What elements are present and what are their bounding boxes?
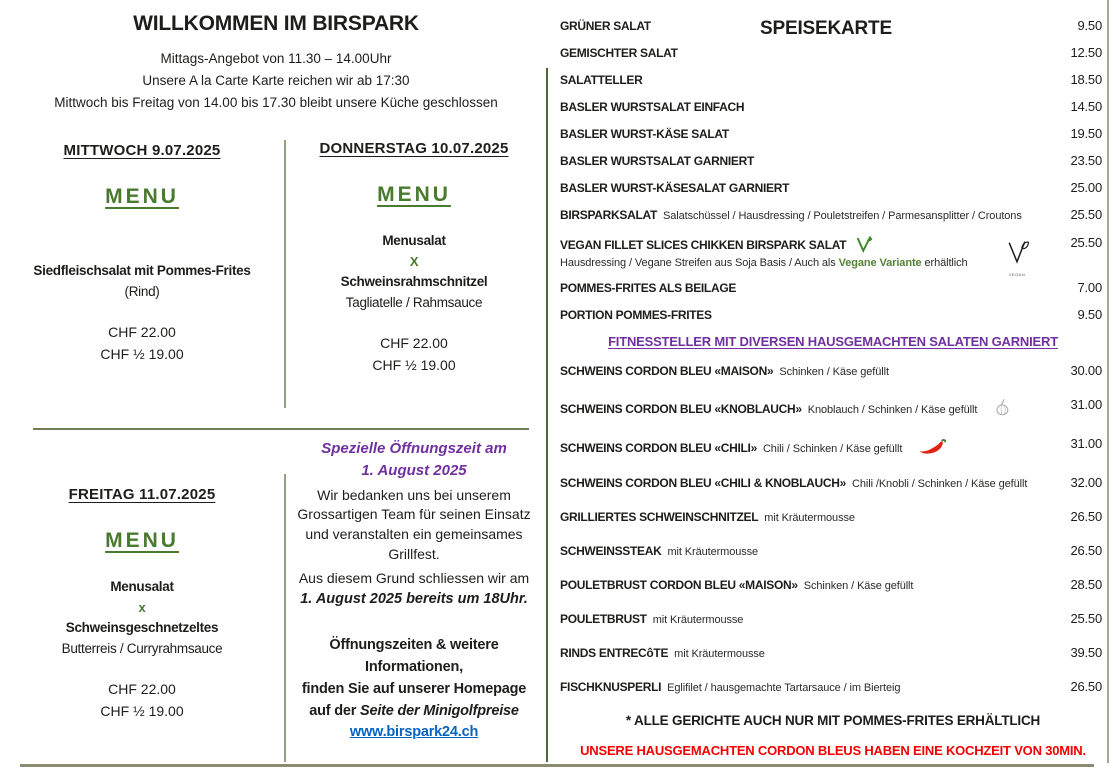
menu-item: BASLER WURSTSALAT GARNIERT 23.50 <box>560 153 1102 168</box>
page-title: WILLKOMMEN IM BIRSPARK <box>133 12 419 35</box>
pommes-footnote: * ALLE GERICHTE AUCH NUR MIT POMMES-FRITES ERHÄLTLICH <box>625 713 1041 728</box>
prices <box>10 678 274 723</box>
dish <box>292 231 536 314</box>
garlic-icon <box>992 397 1014 419</box>
welcome-header <box>20 12 532 114</box>
special-body-2: Aus diesem Grund schliessen wir am <box>298 570 530 586</box>
bottom-divider <box>20 764 1094 767</box>
left-horizontal-divider <box>33 428 529 430</box>
menu-item: RINDS ENTRECôTE mit Kräutermousse 39.50 <box>560 645 1102 660</box>
menu-item: POULETBRUST CORDON BLEU «MAISON» Schinken / Käse gefüllt 28.50 <box>560 577 1102 592</box>
info-block <box>290 635 538 744</box>
menu-label: MENU <box>105 185 179 208</box>
opening-hours-line: Mittags-Angebot von 11.30 – 14.00Uhr <box>160 51 392 66</box>
menu-block-freitag <box>10 486 274 723</box>
vegan-badge-icon: VEGAN <box>1000 239 1034 283</box>
menu-label: MENU <box>105 529 179 552</box>
day-heading: FREITAG 11.07.2025 <box>68 486 216 503</box>
menu-item: GRÜNER SALAT 9.50 <box>560 18 1102 33</box>
menu-item: FISCHKNUSPERLI Eglifilet / hausgemachte Tartarsauce / im Bierteig 26.50 <box>560 679 1102 694</box>
price-half: CHF ½ 19.00 <box>100 703 184 720</box>
info-line: finden Sie auf unserer Homepage <box>301 680 527 697</box>
menu-item: SCHWEINS CORDON BLEU «MAISON» Schinken / Käse gefüllt 30.00 <box>560 363 1102 378</box>
menu-item: SCHWEINS CORDON BLEU «KNOBLAUCH» Knoblauch / Schinken / Käse gefüllt 31.00 <box>560 397 1106 419</box>
speisekarte-title: SPEISEKARTE <box>760 17 892 39</box>
menu-item: BASLER WURST-KÄSESALAT GARNIERT 25.00 <box>560 180 1102 195</box>
menu-item: BIRSPARKSALAT Salatschüssel / Hausdressing / Pouletstreifen / Parmesansplitter / Croutons 25.50 <box>560 207 1102 222</box>
menu-item: SCHWEINS CORDON BLEU «CHILI» Chili / Schinken / Käse gefüllt 31.00 <box>560 436 1106 458</box>
price-full: CHF 22.00 <box>108 680 176 697</box>
info-line: auf der Seite der Minigolfpreise <box>309 702 519 719</box>
day-heading: MITTWOCH 9.07.2025 <box>63 142 221 159</box>
menu-block-mittwoch <box>10 142 274 366</box>
center-divider <box>546 68 548 762</box>
dish-name-2: Schweinsgeschnetzeltes <box>65 620 219 636</box>
kitchen-closed-line: Mittwoch bis Freitag von 14.00 bis 17.30 bleibt unsere Küche geschlossen <box>54 94 498 110</box>
dish-name: Siedfleischsalat mit Pommes-Frites <box>33 263 251 278</box>
dish-detail: Tagliatelle / Rahmsauce <box>345 294 483 310</box>
chili-icon <box>917 436 947 458</box>
prices <box>292 332 536 377</box>
homepage-link-wrap <box>290 722 538 744</box>
special-heading: Spezielle Öffnungszeit am 1. August 2025 <box>321 440 507 479</box>
speisekarte-items <box>560 18 1106 758</box>
vegan-desc-line: Hausdressing / Vegane Streifen aus Soja Basis / Auch als Vegane Variante erhältlich <box>560 257 968 269</box>
menu-item: BASLER WURST-KÄSE SALAT 19.50 <box>560 126 1102 141</box>
prices <box>10 321 274 366</box>
dish-detail: Butterreis / Curryrahmsauce <box>61 640 223 656</box>
menu-item: GRILLIERTES SCHWEINSCHNITZEL mit Kräutermousse 26.50 <box>560 509 1102 524</box>
menu-item: SALATTELLER 18.50 <box>560 72 1102 87</box>
combo-x: X <box>409 253 419 269</box>
menu-item: POMMES-FRITES ALS BEILAGE 7.00 <box>560 280 1102 295</box>
cooking-time-warning: UNSERE HAUSGEMACHTEN CORDON BLEUS HABEN EINE KOCHZEIT VON 30MIN. <box>580 743 1086 758</box>
info-line: Öffnungszeiten & weitere Informationen, <box>329 637 499 676</box>
fitnessteller-heading: FITNESSTELLER MIT DIVERSEN HAUSGEMACHTEN SALATEN GARNIERT <box>608 334 1058 349</box>
alacarte-line: Unsere A la Carte Karte reichen wir ab 17:30 <box>142 72 410 88</box>
menu-item: GEMISCHTER SALAT 12.50 <box>560 45 1102 60</box>
price-half: CHF ½ 19.00 <box>372 357 456 374</box>
special-body: Wir bedanken uns bei unserem Grossartigen Team für seinen Einsatz und veranstalten ein gemeinsames Grillfest. <box>297 486 531 563</box>
dish-name: Menusalat <box>110 579 174 594</box>
menu-item: PORTION POMMES-FRITES 9.50 <box>560 307 1102 322</box>
dish-name-2: Schweinsrahmschnitzel <box>340 274 488 290</box>
dish-detail: (Rind) <box>124 283 160 299</box>
price-half: CHF ½ 19.00 <box>100 346 184 363</box>
special-closing: 1. August 2025 bereits um 18Uhr. <box>300 590 528 607</box>
menu-block-donnerstag <box>292 140 536 377</box>
price-full: CHF 22.00 <box>380 334 448 351</box>
dish <box>10 577 274 660</box>
inner-divider-bottom <box>284 474 286 762</box>
menu-item: POULETBRUST mit Kräutermousse 25.50 <box>560 611 1102 626</box>
dish-name: Menusalat <box>382 233 446 248</box>
day-heading: DONNERSTAG 10.07.2025 <box>319 140 509 157</box>
vegan-title-line: VEGAN FILLET SLICES CHIKKEN BIRSPARK SALAT <box>560 235 1106 253</box>
menu-item: SCHWEINS CORDON BLEU «CHILI & KNOBLAUCH» Chili /Knobli / Schinken / Käse gefüllt 32.00 <box>560 475 1102 490</box>
homepage-link[interactable]: www.birspark24.ch <box>349 724 479 741</box>
dish <box>10 261 274 303</box>
right-edge-divider <box>1107 0 1109 763</box>
menu-label: MENU <box>377 183 451 206</box>
menu-item: SCHWEINSSTEAK mit Kräutermousse 26.50 <box>560 543 1102 558</box>
price-full: CHF 22.00 <box>108 323 176 340</box>
combo-x: x <box>138 599 146 615</box>
menu-item-vegan: VEGAN FILLET SLICES CHIKKEN BIRSPARK SALAT Hausdressing / Vegane Streifen aus Soja Basis / Auch als Vegane Variante erhältlich VEGAN 25.50 <box>560 235 1106 271</box>
special-notice-block <box>290 438 538 744</box>
inner-divider-top <box>284 140 286 408</box>
vegan-leaf-check-icon <box>855 235 873 253</box>
menu-item: BASLER WURSTSALAT EINFACH 14.50 <box>560 99 1102 114</box>
